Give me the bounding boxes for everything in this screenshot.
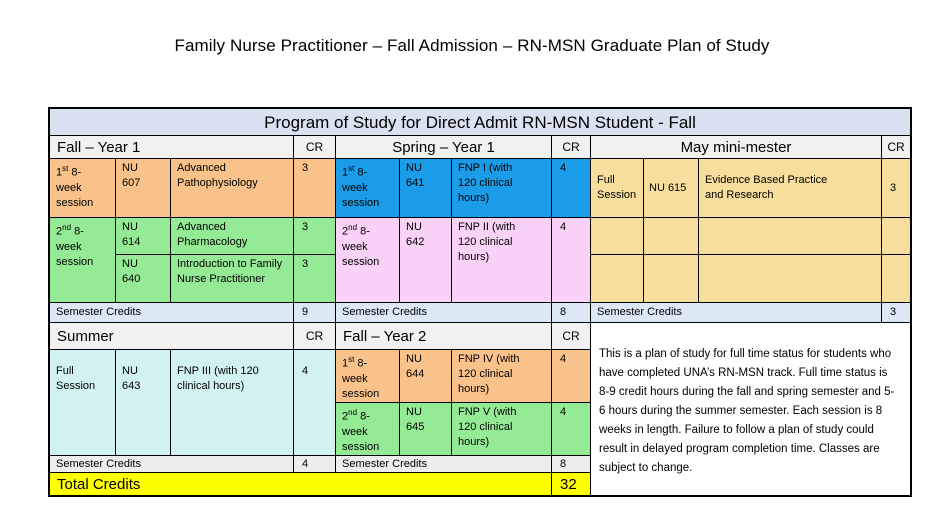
spring1-row1-session-cell <box>336 159 399 217</box>
spring1-semester-credits-label: Semester Credits <box>336 303 551 322</box>
spring1-row1-title-cell: FNP I (with 120 clinical hours) <box>452 159 551 217</box>
fall2-row1-course-cell: NU 644 <box>400 350 451 402</box>
fall2-row1-session-cell <box>336 350 399 402</box>
fall1-row2b-course-cell: NU 640 <box>116 255 170 302</box>
fall1-row2a-credits-cell: 3 <box>294 218 335 254</box>
session-label: 8-week session <box>342 357 380 400</box>
may-empty-course-cell <box>644 218 698 254</box>
summer-semester-credits-value: 4 <box>294 456 335 472</box>
spring1-semester-credits-value: 8 <box>552 303 590 322</box>
session-ordinal: 2 <box>342 225 349 238</box>
session-ordinal: 1 <box>342 166 349 179</box>
session-label: 8-week session <box>56 225 94 268</box>
fall1-row2a-course-cell: NU 614 <box>116 218 170 254</box>
table-banner: Program of Study for Direct Admit RN-MSN Student - Fall <box>50 109 910 135</box>
may-empty-session-cell <box>591 255 643 302</box>
fall2-row1-title-cell: FNP IV (with 120 clinical hours) <box>452 350 551 402</box>
fall1-semester-credits-value: 9 <box>294 303 335 322</box>
session-ordinal-suffix: st <box>348 164 355 173</box>
fall1-row1-course-cell: NU 607 <box>116 159 170 217</box>
session-label: 8-week session <box>342 410 380 453</box>
header-fall-year1: Fall – Year 1 <box>50 136 293 158</box>
fall2-row2-course-cell: NU 645 <box>400 403 451 455</box>
spring1-row2-title-cell: FNP II (with 120 clinical hours) <box>452 218 551 302</box>
may-semester-credits-label: Semester Credits <box>591 303 881 322</box>
plan-of-study-table <box>48 107 912 497</box>
may-row1-credits-cell: 3 <box>882 159 910 217</box>
header-spring-year1: Spring – Year 1 <box>336 136 551 158</box>
cr-header-fall1: CR <box>294 136 335 158</box>
spring1-row2-course-cell: NU 642 <box>400 218 451 302</box>
spring1-row1-credits-cell: 4 <box>552 159 590 217</box>
plan-note: This is a plan of study for full time status for students who have completed UNA’s RN-MSN track. Full time status is 8-9 credit hours during the fall and spring semester and 5-6 hours during the summer semester. Each session is 8 weeks in length. Failure to follow a plan of study could result in delayed program completion time. Classes are subject to change. <box>591 323 910 495</box>
total-credits-label: Total Credits <box>50 473 551 495</box>
session-ordinal: 1 <box>56 166 63 179</box>
summer-row1-title-cell: FNP III (with 120 clinical hours) <box>171 350 293 455</box>
fall1-row1-title-cell: Advanced Pathophysiology <box>171 159 293 217</box>
cr-header-summer: CR <box>294 323 335 349</box>
fall2-row2-credits-cell: 4 <box>552 403 590 455</box>
may-row1-session-cell: Full Session <box>591 159 643 217</box>
page-title: Family Nurse Practitioner – Fall Admission – RN-MSN Graduate Plan of Study <box>174 36 770 55</box>
session-ordinal-suffix: nd <box>348 408 358 417</box>
total-credits-value: 32 <box>552 473 590 495</box>
summer-row1-session-cell: Full Session <box>50 350 115 455</box>
may-row1-course-cell: NU 615 <box>644 159 698 217</box>
session-ordinal-suffix: nd <box>62 223 72 232</box>
session-ordinal: 2 <box>342 410 349 423</box>
session-ordinal: 2 <box>56 225 63 238</box>
session-ordinal-suffix: st <box>62 164 69 173</box>
fall1-row1-credits-cell: 3 <box>294 159 335 217</box>
session-label: 8-week session <box>56 166 94 209</box>
may-empty-credits-cell <box>882 255 910 302</box>
fall1-row2b-title-cell: Introduction to Family Nurse Practitioner <box>171 255 293 302</box>
may-empty-title-cell <box>699 218 881 254</box>
header-summer: Summer <box>50 323 293 349</box>
summer-row1-course-cell: NU 643 <box>116 350 170 455</box>
cr-header-may: CR <box>882 136 910 158</box>
fall2-row2-title-cell: FNP V (with 120 clinical hours) <box>452 403 551 455</box>
may-semester-credits-value: 3 <box>882 303 910 322</box>
may-empty-session-cell <box>591 218 643 254</box>
summer-semester-credits-label: Semester Credits <box>50 456 293 472</box>
may-row1-title-cell: Evidence Based Practice and Research <box>699 159 881 217</box>
session-ordinal: 1 <box>342 357 349 370</box>
fall1-row2-session-cell <box>50 218 115 302</box>
header-fall-year2: Fall – Year 2 <box>336 323 551 349</box>
spring1-row2-credits-cell: 4 <box>552 218 590 302</box>
fall1-row2a-title-cell: Advanced Pharmacology <box>171 218 293 254</box>
fall2-row1-credits-cell: 4 <box>552 350 590 402</box>
session-ordinal-suffix: nd <box>348 223 358 232</box>
fall2-semester-credits-label: Semester Credits <box>336 456 551 472</box>
fall2-semester-credits-value: 8 <box>552 456 590 472</box>
session-label: 8-week session <box>342 225 380 268</box>
session-ordinal-suffix: st <box>348 355 355 364</box>
cr-header-spring1: CR <box>552 136 590 158</box>
may-empty-course-cell <box>644 255 698 302</box>
fall1-row1-session-cell <box>50 159 115 217</box>
spring1-row2-session-cell <box>336 218 399 302</box>
session-label: 8-week session <box>342 166 380 209</box>
spring1-row1-course-cell: NU 641 <box>400 159 451 217</box>
cr-header-fall2: CR <box>552 323 590 349</box>
summer-row1-credits-cell: 4 <box>294 350 335 455</box>
may-empty-credits-cell <box>882 218 910 254</box>
fall1-row2b-credits-cell: 3 <box>294 255 335 302</box>
header-may-minimester: May mini-mester <box>591 136 881 158</box>
may-empty-title-cell <box>699 255 881 302</box>
fall2-row2-session-cell <box>336 403 399 455</box>
fall1-semester-credits-label: Semester Credits <box>50 303 293 322</box>
